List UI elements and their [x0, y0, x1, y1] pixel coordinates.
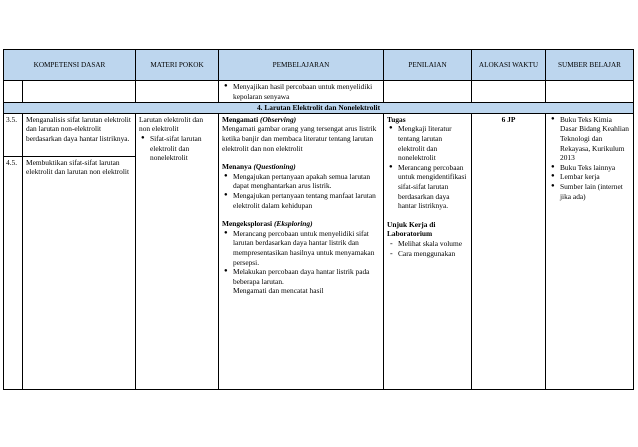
sumber-item: ● Lembar kerja	[560, 172, 630, 182]
unjuk-kerja-item: - Melihat skala volume	[398, 239, 468, 249]
section-title: 4. Larutan Elektrolit dan Nonelektrolit	[4, 103, 634, 114]
sumber-item: ● Sumber lain (internet jika ada)	[560, 182, 630, 201]
tugas-label: Tugas	[387, 114, 406, 124]
kd-number: 3.5.	[4, 113, 23, 156]
tugas-item: ● Mengkaji literatur tentang larutan elektrolit dan nonelektrolit	[398, 124, 468, 162]
sumber-item: ● Buku Teks lainnya	[560, 163, 630, 173]
content-row-1	[4, 113, 634, 156]
menanya-item: ● Mengajukan pertanyaan apakah semua larutan dapat menghantarkan arus listrik.	[233, 172, 380, 191]
section-row	[4, 103, 634, 114]
unjuk-kerja-label: Unjuk Kerja di Laboratorium	[387, 219, 436, 239]
mengamati-heading: Mengamati (Observing)	[222, 114, 297, 124]
tugas-item: ● Merancang percobaan untuk mengidentifikasi sifat-sifat larutan berdasarkan daya hantar listriknya.	[398, 163, 468, 211]
penilaian-cell	[384, 113, 472, 389]
carry-over-item: ● Menyajikan hasil percobaan untuk menyelidiki kepolaran senyawa	[233, 82, 380, 101]
header-penilaian: PENILAIAN	[384, 50, 472, 81]
menanya-heading: Menanya (Questioning)	[222, 162, 296, 172]
kd-text: Menganalisis sifat larutan elektrolit dan larutan non-elektrolit berdasarkan daya hantar listriknya.	[23, 113, 136, 156]
materi-intro: Larutan elektrolit dan non elektrolit	[139, 114, 204, 134]
carry-over-cell	[219, 81, 384, 103]
syllabus-table	[3, 49, 634, 390]
eksplorasi-item: ● Mengamati dan mencatat hasil	[233, 286, 380, 295]
eksplorasi-heading: Mengeksplorasi (Eksploring)	[222, 219, 313, 229]
sumber-item: ● Buku Teks Kimia Dasar Bidang Keahlian Teknologi dan Rekayasa, Kurikulum 2013	[560, 115, 630, 163]
kd-number: 4.5.	[4, 156, 23, 389]
header-materi-pokok: MATERI POKOK	[136, 50, 219, 81]
carry-over-row	[4, 81, 634, 103]
eksplorasi-item: ● Merancang percobaan untuk menyelidiki sifat larutan berdasarkan daya hantar listrik dan mempresentasikan hasilnya untuk menyamakan persepsi.	[233, 229, 380, 267]
header-sumber-belajar: SUMBER BELAJAR	[546, 50, 634, 81]
materi-cell	[136, 113, 219, 389]
sumber-cell	[546, 113, 634, 389]
header-kompetensi-dasar: KOMPETENSI DASAR	[4, 50, 136, 81]
unjuk-kerja-item: - Cara menggunakan	[398, 249, 468, 259]
mengamati-text: Mengamati gambar orang yang tersengat arus listrik ketika banjir dan membaca literatur tentang larutan elektrolit dan non elektrolit	[222, 124, 377, 153]
kd-text: Membuktikan sifat-sifat larutan elektrolit dan larutan non elektrolit	[23, 156, 136, 389]
materi-item: ● Sifat-sifat larutan elektrolit dan nonelektrolit	[150, 134, 215, 163]
header-alokasi-waktu: ALOKASI WAKTU	[472, 50, 546, 81]
header-pembelajaran: PEMBELAJARAN	[219, 50, 384, 81]
menanya-item: ● Mengajukan pertanyaan tentang manfaat larutan elektrolit dalam kehidupan	[233, 191, 380, 210]
pembelajaran-cell	[219, 113, 384, 389]
alokasi-waktu-value: 6 JP	[472, 113, 546, 389]
eksplorasi-item: ● Melakukan percobaan daya hantar listrik pada beberapa larutan.	[233, 267, 380, 286]
header-row	[4, 50, 634, 81]
